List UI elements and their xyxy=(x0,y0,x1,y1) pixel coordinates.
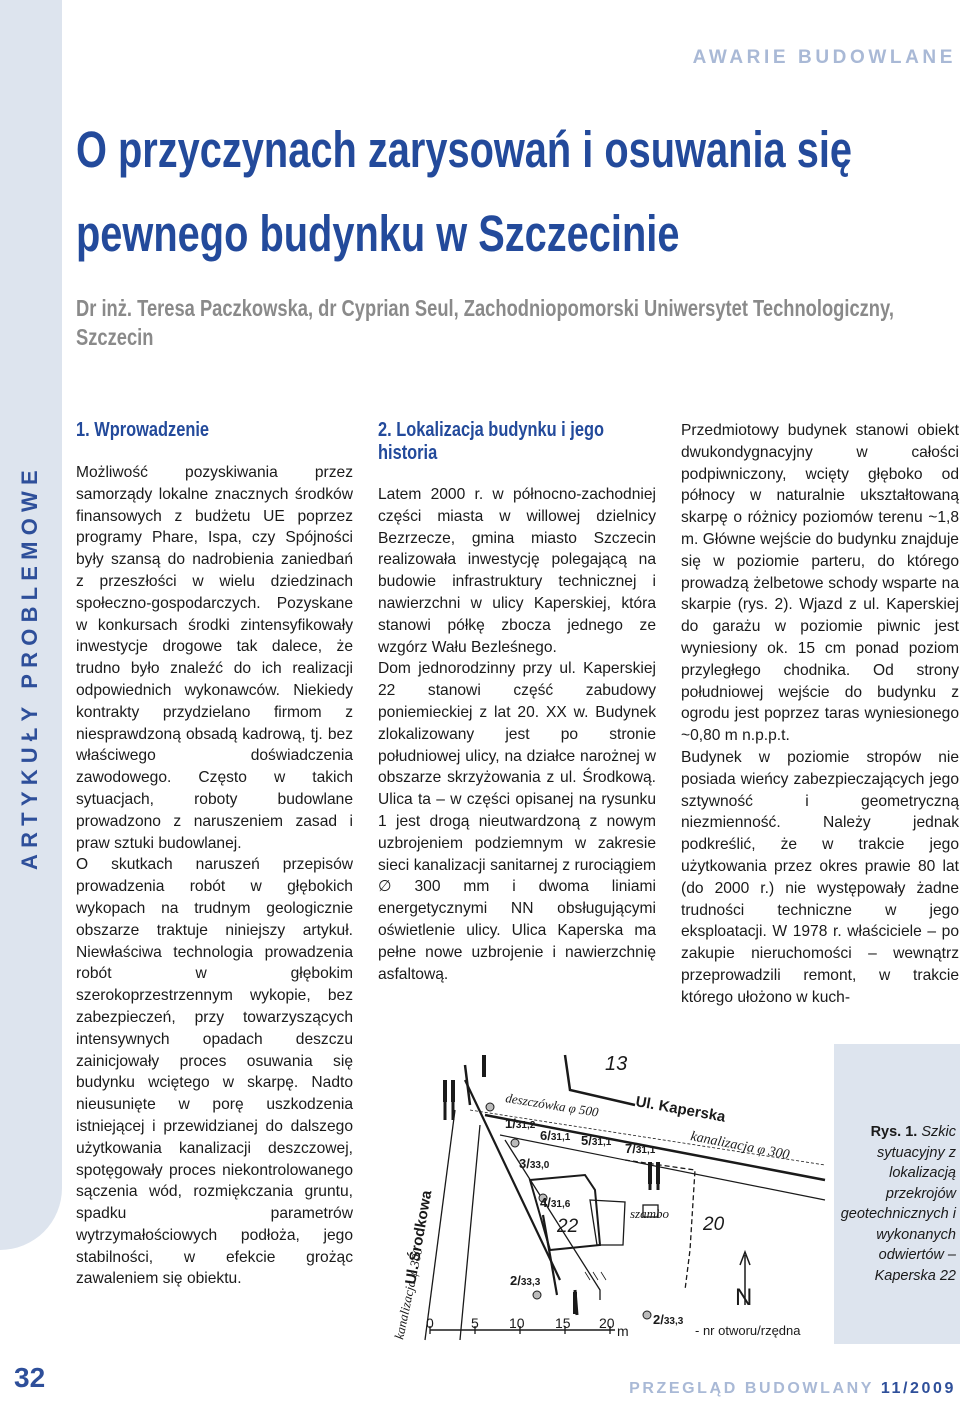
scale-tick: 15 xyxy=(555,1315,571,1331)
kanalizacja-left-label: kanalizacja φ 300 xyxy=(391,1246,426,1341)
borehole-num: 3 xyxy=(519,1156,527,1171)
scale-tick: 0 xyxy=(426,1315,434,1331)
borehole-elev: 31,1 xyxy=(550,1132,571,1143)
borehole-num: 5 xyxy=(581,1133,589,1148)
svg-text:4/31,6: 4/31,6 xyxy=(540,1195,571,1210)
borehole-num: 6 xyxy=(540,1128,548,1143)
heading-introduction: 1. Wprowadzenie xyxy=(76,419,210,441)
paragraph: Możliwość pozyskiwania przez samorządy lokalne znacznych środków finansowych z budżetu UE poprzez programy Phare, Ispa, czy Spójności były szansą do nadrobienia zaniedbań z przeszłości w wielu dziedzinach społeczno-gospodarczych. Pozyskane w konkursach środki zintensyfikowały inwestycje drogowe tak dalece, że trudno było znaleźć do ich realizacji odpowiednich wykonawców. Niekiedy kontrakty przydzielano firmom z niesprawdzoną obsadą kadrową, tj. bez właściwego doświadczenia zawodowego. Często w takich sytuacjach, roboty budowlane prowadzono z naruszeniem zasad i praw sztuki budowlanej. xyxy=(76,464,353,852)
legend-sample-elev: 33,3 xyxy=(663,1316,684,1327)
plot-13-label: 13 xyxy=(605,1053,628,1075)
site-sketch-figure xyxy=(385,1040,830,1345)
legend-text: - nr otworu/rzędna xyxy=(695,1323,801,1338)
borehole-elev: 31,2 xyxy=(515,1120,536,1131)
svg-text:2/33,3: 2/33,3 xyxy=(653,1312,684,1327)
svg-text:7/31,1: 7/31,1 xyxy=(625,1141,656,1156)
heading-location: 2. Lokalizacja budynku i jego historia xyxy=(378,419,605,464)
borehole-num: 1 xyxy=(505,1116,513,1131)
street-srodkowa-label: Ul. Środkowa xyxy=(402,1189,436,1286)
svg-text:2/33,3: 2/33,3 xyxy=(510,1273,541,1288)
section-header: AWARIE BUDOWLANE xyxy=(692,47,956,68)
kanalizacja-top-label: kanalizacja φ 300 xyxy=(689,1129,791,1164)
caption-text: Szkic sytuacyjny z lokalizacją przekrojów geotechnicznych i wykonanych odwiertów – Kaperska 22 xyxy=(840,1124,956,1284)
column-1 xyxy=(76,462,353,1290)
borehole-elev: 31,1 xyxy=(635,1145,656,1156)
svg-text:5/31,1: 5/31,1 xyxy=(581,1133,612,1148)
borehole-elev: 31,6 xyxy=(550,1199,571,1210)
article-authors: Dr inż. Teresa Paczkowska, dr Cyprian Seul, Zachodniopomorski Uniwersytet Technologiczny, Szczecin xyxy=(76,295,894,350)
caption-label: Rys. 1. xyxy=(870,1124,918,1140)
scale-tick: 20 xyxy=(599,1315,615,1331)
borehole-num: 2 xyxy=(510,1273,518,1288)
issue-number: 11/2009 xyxy=(880,1380,956,1397)
column-2 xyxy=(378,484,656,985)
svg-text:3/33,0: 3/33,0 xyxy=(519,1156,550,1171)
borehole-elev: 33,0 xyxy=(529,1160,550,1171)
svg-text:6/31,1: 6/31,1 xyxy=(540,1128,571,1143)
paragraph: Latem 2000 r. w północno-zachodniej części miasta w willowej dzielnicy Bezrzecze, gmina miasto Szczecin realizowała inwestycję polegającą na budowie infrastruktury technicznej i nawierzchni w ulicy Kaperskiej, która stanowi półkę zbocza jednego ze wzgórz Wału Bezleśnego. xyxy=(378,486,656,656)
sidebar-label: ARTYKUŁY PROBLEMOWE xyxy=(17,464,42,870)
borehole-num: 4 xyxy=(540,1195,548,1210)
page-number: 32 xyxy=(14,1362,46,1393)
paragraph: Budynek w poziomie stropów nie posiada wieńcy zabezpieczających jego sztywność i geometryczną niezmienność. Należy jednak podkreślić, że w trakcie jego użytkowania przez okres prawie 80 lat (do 2000 r.) nie występowały żadne trudności techniczne w jego eksploatacji. W 1978 r. właściciele – po zakupie nieruchomości – wewnątrz przeprowadzili remont, w trakcie którego ułożono w kuch- xyxy=(681,748,959,1006)
paragraph: Przedmiotowy budynek stanowi obiekt dwukondygnacyjny w całości podpiwniczony, wcięty głęboko od północy w naturalnie ukształtowaną skarpę o różnicy poziomów terenu ~1,8 m. Główne wejście do budynku znajduje się w poziomie parteru, do którego prowadzą żelbetowe schody wsparte na skarpie (rys. 2). Wjazd z ul. Kaperskiej do garażu w poziomie piwnic jest wyniesiony ok. 15 cm ponad poziom przyległego chodnika. Od strony południowej wejście do budynku z ogrodu jest poprzez taras wyniesionego ~0,80 m n.p.p.t. xyxy=(681,422,959,745)
column-3 xyxy=(681,420,959,1009)
szambo-label: szambo xyxy=(630,1206,670,1221)
paragraph: Dom jednorodzinny przy ul. Kaperskiej 22 stanowi część zabudowy poniemieckiej z lat 20. XX w. Budynek zlokalizowany jest po stronie południowej ulicy, na działce narożnej w obszarze skrzyżowania z ul. Środkową. Ulica ta – w części opisanej na rysunku 1 jest drogą nieutwardzoną z nowym uzbrojeniem podziemnym w zakresie sieci kanalizacji sanitarnej z rurociągiem ∅ 300 mm i dwoma liniami energetycznymi NN obsługującymi oświetlenie ulicy. Ulica Kaperska ma pełne nowe uzbrojenie i nawierzchnię asfaltową. xyxy=(378,660,656,983)
paragraph: O skutkach naruszeń przepisów prowadzenia robót w głębokich wykopach na trudnym geologicznie obszarze traktuje niniejszy artykuł. Niewłaściwa technologia prowadzenia robót w głębokim szerokoprzestrzennym wykopie, bez zabezpieczeń, przy towarzyszących intensywnych opadach deszczu zainicjowały proces osuwania się budynku wciętego w skarpę. Nadto nieusunięte w porę uszkodzenia istniejącej i przewidzianej do dalszego użytkowania kanalizacji deszczowej, spotęgowały proces niekontrolowanego sączenia wód, rozmiękczania gruntu, spadku parametrów wytrzymałościowych podłoża, jego stabilności, w efekcie grożąc zawaleniem się obiektu. xyxy=(76,856,353,1288)
borehole-elev: 33,3 xyxy=(520,1277,541,1288)
north-label: N xyxy=(735,1284,753,1311)
house-22-label: 22 xyxy=(557,1216,579,1237)
scale-tick: 5 xyxy=(471,1315,479,1331)
borehole-num: 7 xyxy=(625,1141,633,1156)
scale-unit: m xyxy=(617,1323,629,1339)
article-title: O przyczynach zarysowań i osuwania się pewnego budynku w Szczecinie xyxy=(76,121,853,262)
legend-sample-num: 2 xyxy=(653,1312,661,1327)
scale-tick: 10 xyxy=(509,1315,525,1331)
figure-caption xyxy=(836,1122,956,1286)
footer xyxy=(629,1380,956,1398)
journal-name: PRZEGLĄD BUDOWLANY xyxy=(629,1380,874,1397)
plot-20-label: 20 xyxy=(703,1214,725,1235)
svg-text:1/31,2: 1/31,2 xyxy=(505,1116,536,1131)
sidebar-band xyxy=(0,0,62,1250)
deszczowka-label: deszczówka φ 500 xyxy=(504,1090,600,1120)
street-kaperska-label: Ul. Kaperska xyxy=(634,1093,727,1126)
borehole-elev: 31,1 xyxy=(591,1137,612,1148)
